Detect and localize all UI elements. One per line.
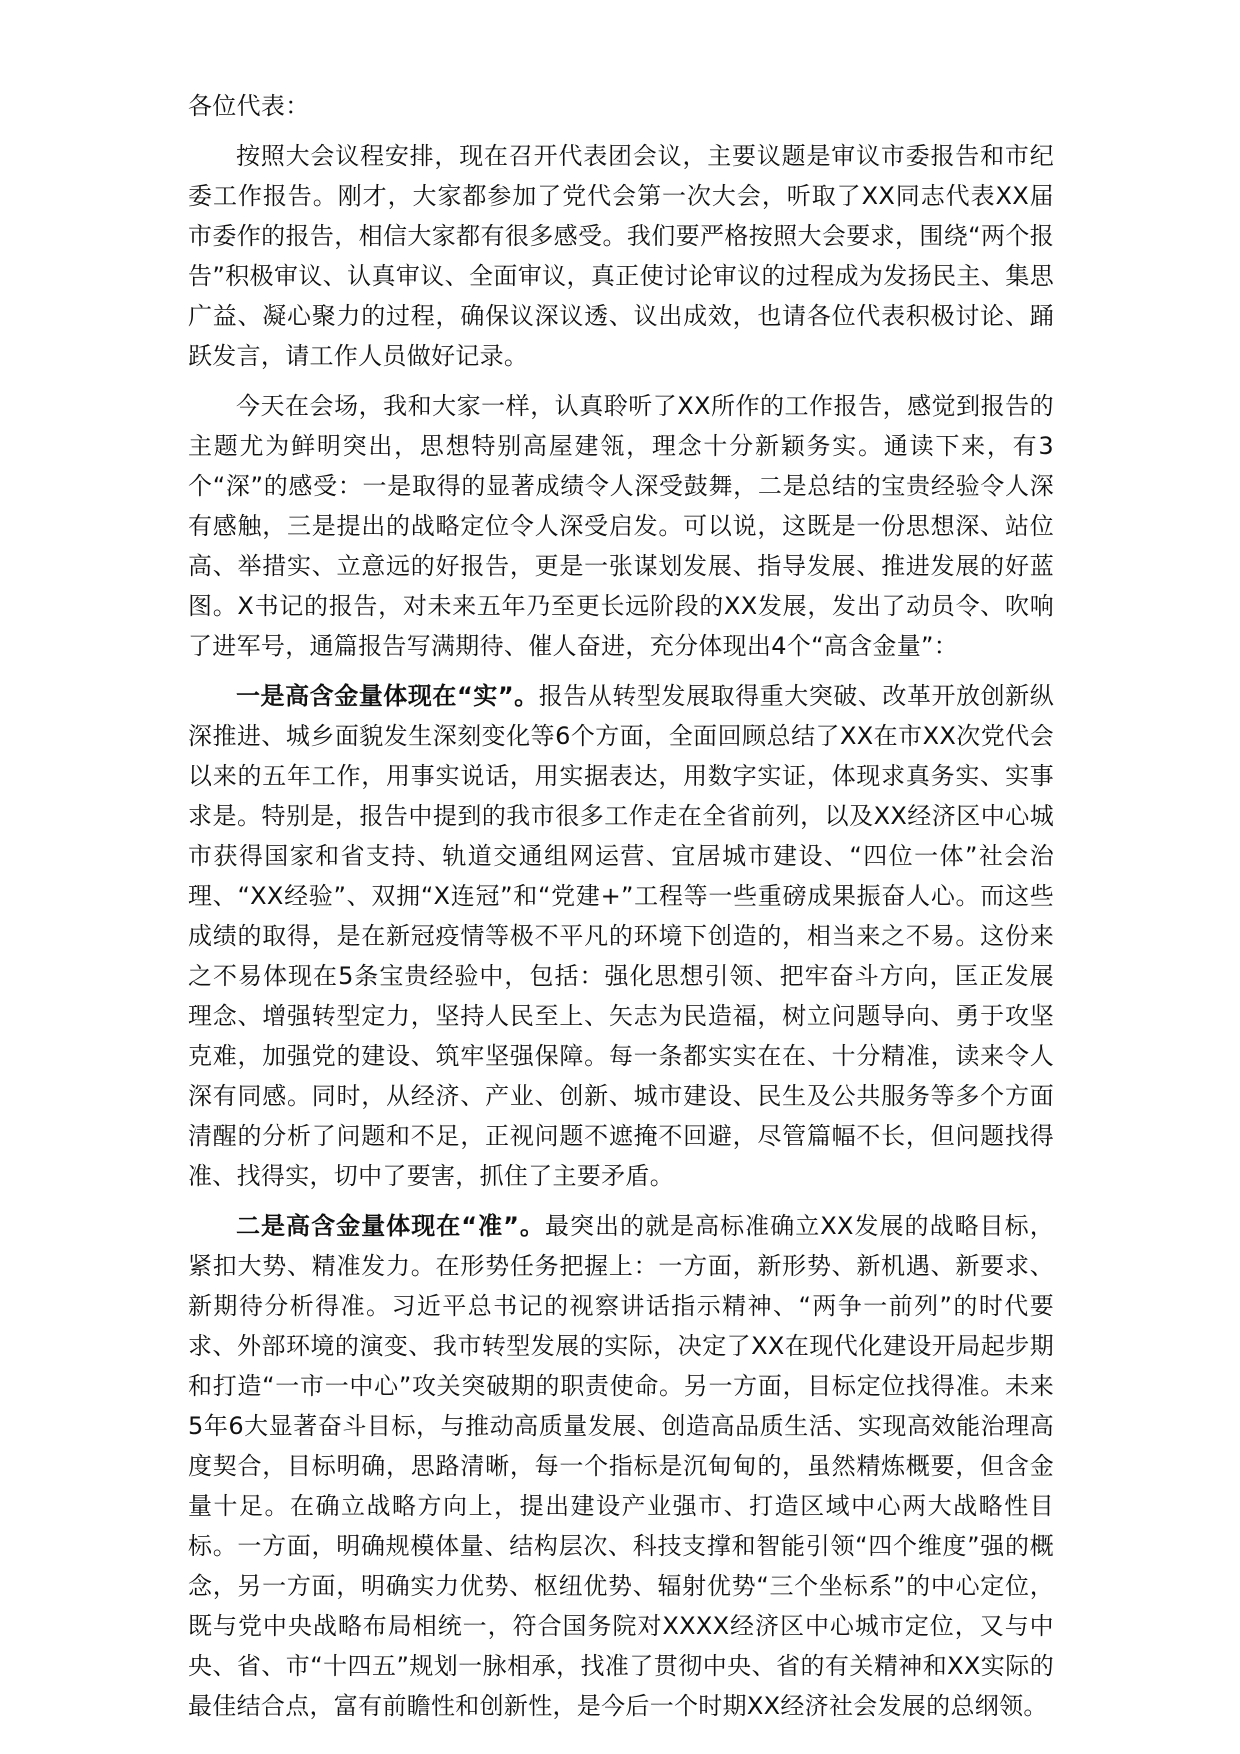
paragraph-point-two-heading: 二是高含金量体现在“准”。 [236, 1212, 545, 1240]
salutation: 各位代表： [188, 92, 310, 120]
paragraph-agenda [188, 136, 1054, 376]
paragraph-impressions [188, 386, 1054, 666]
document-body [188, 86, 1054, 1736]
paragraph-point-two-text: 最突出的就是高标准确立XX发展的战略目标，紧扣大势、精准发力。在形势任务把握上：一方面，新形势、新机遇、新要求、新期待分析得准。习近平总书记的视察讲话指示精神、“两争一前列”的时代要求、外部环境的演变、我市转型发展的实际，决定了XX在现代化建设开局起步期和打造“一市一中心”攻关突破期的职责使命。另一方面，目标定位找得准。未来5年6大显著奋斗目标，与推动高质量发展、创造高品质生活、实现高效能治理高度契合，目标明确，思路清晰，每一个指标是沉甸甸的，虽然精炼概要，但含金量十足。在确立战略方向上，提出建设产业强市、打造区域中心两大战略性目标。一方面，明确规模体量、结构层次、科技支撑和智能引领“四个维度”强的概念，另一方面，明确实力优势、枢纽优势、辐射优势“三个坐标系”的中心定位，既与党中央战略布局相统一，符合国务院对XXXX经济区中心城市定位，又与中央、省、市“十四五”规划一脉相承，找准了贯彻中央、省的有关精神和XX实际的最佳结合点，富有前瞻性和创新性，是今后一个时期XX经济社会发展的总纲领。 [188, 1212, 1054, 1720]
paragraph-point-two [188, 1206, 1054, 1726]
paragraph-point-one-heading: 一是高含金量体现在“实”。 [236, 682, 539, 710]
paragraph-agenda-text: 按照大会议程安排，现在召开代表团会议，主要议题是审议市委报告和市纪委工作报告。刚才，大家都参加了党代会第一次大会，听取了XX同志代表XX届市委作的报告，相信大家都有很多感受。我们要严格按照大会要求，围绕“两个报告”积极审议、认真审议、全面审议，真正使讨论审议的过程成为发扬民主、集思广益、凝心聚力的过程，确保议深议透、议出成效，也请各位代表积极讨论、踊跃发言，请工作人员做好记录。 [188, 142, 1054, 370]
paragraph-point-one-text: 报告从转型发展取得重大突破、改革开放创新纵深推进、城乡面貌发生深刻变化等6个方面，全面回顾总结了XX在市XX次党代会以来的五年工作，用事实说话，用实据表达，用数字实证，体现求真务实、实事求是。特别是，报告中提到的我市很多工作走在全省前列，以及XX经济区中心城市获得国家和省支持、轨道交通组网运营、宜居城市建设、“四位一体”社会治理、“XX经验”、双拥“X连冠”和“党建+”工程等一些重磅成果振奋人心。而这些成绩的取得，是在新冠疫情等极不平凡的环境下创造的，相当来之不易。这份来之不易体现在5条宝贵经验中，包括：强化思想引领、把牢奋斗方向，匡正发展理念、增强转型定力，坚持人民至上、矢志为民造福，树立问题导向、勇于攻坚克难，加强党的建设、筑牢坚强保障。每一条都实实在在、十分精准，读来令人深有同感。同时，从经济、产业、创新、城市建设、民生及公共服务等多个方面清醒的分析了问题和不足，正视问题不遮掩不回避，尽管篇幅不长，但问题找得准、找得实，切中了要害，抓住了主要矛盾。 [188, 682, 1054, 1190]
paragraph-impressions-text: 今天在会场，我和大家一样，认真聆听了XX所作的工作报告，感觉到报告的主题尤为鲜明突出，思想特别高屋建瓴，理念十分新颖务实。通读下来，有3个“深”的感受：一是取得的显著成绩令人深受鼓舞，二是总结的宝贵经验令人深有感触，三是提出的战略定位令人深受启发。可以说，这既是一份思想深、站位高、举措实、立意远的好报告，更是一张谋划发展、指导发展、推进发展的好蓝图。X书记的报告，对未来五年乃至更长远阶段的XX发展，发出了动员令、吹响了进军号，通篇报告写满期待、催人奋进，充分体现出4个“高含金量”： [188, 392, 1054, 660]
paragraph-point-one [188, 676, 1054, 1196]
